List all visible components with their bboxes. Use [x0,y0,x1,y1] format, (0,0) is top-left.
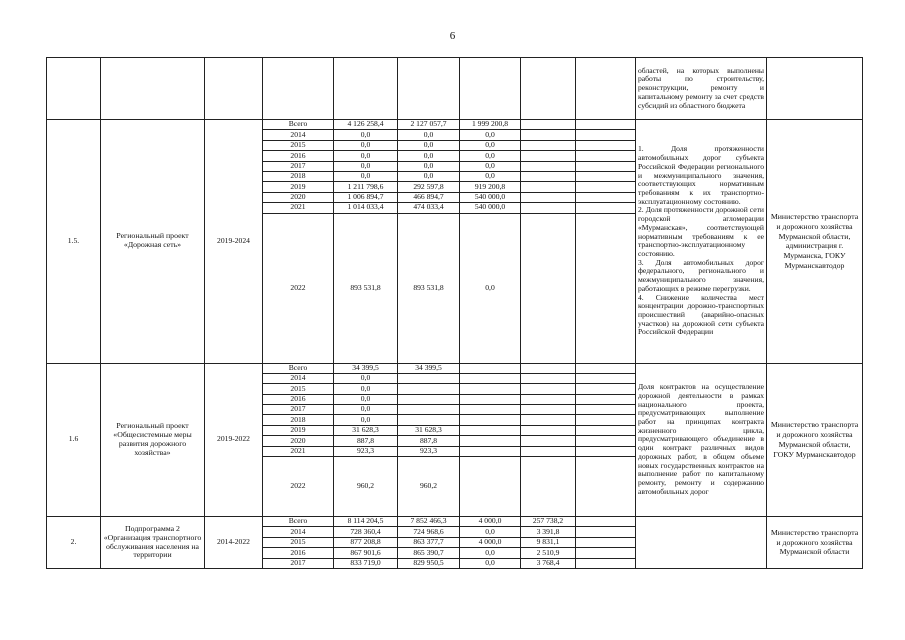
indicators-1-6: Доля контрактов на осуществление дорожной деятельности в рамках национального проекта, предусматривающих выполнение работ на принципах контракта жизненного цикла, предусматривающего объединение в один контракт различных видов дорожных работ, в общем объеме новых государственных контрактов на выполнение работ по капитальному ремонту, ремонту и содержанию автомобильных дорог [636,363,767,517]
row-number-2: 2. [47,517,101,569]
table-row: 2016 867 901,6 865 390,7 0,0 2 510,9 [47,548,863,558]
table-row: 2019 1 211 798,6 292 597,8 919 200,8 [47,182,863,192]
table-row: 2018 0,0 [47,415,863,425]
table-row: 2019 31 628,3 31 628,3 [47,425,863,435]
table-row: 2017 0,0 0,0 0,0 [47,161,863,171]
project-name-1-6: Региональный проект «Общесистемные меры развития дорожного хозяйства» [101,363,205,517]
table-row: 2017 833 719,0 829 950,5 0,0 3 768,4 [47,558,863,568]
period-1-5: 2019-2024 [205,120,263,364]
table-row: 1.5. Региональный проект «Дорожная сеть» 2019-2024 Всего 4 126 258,4 2 127 057,7 1 999 200,8 1. Доля протяженности автомобильных дорог субъекта Российской Федерации регионального и межмуниципального значения, соответствующих нормативным требованиям к их транспортно-эксплуатационному состоянию. 2. Доля протяженности дорожной сети городской агломерации «Мурманская», соответствующей нормативным требованиям к ее транспортно-эксплуатационному состоянию. 3. Доля автомобильных дорог федерального, регионального и межмуниципального значения, работающих в режиме перегрузки. 4. Снижение количества мест концентрации дорожно-транспортных происшествий (аварийно-опасных участков) на дорожной сети субъекта Российской Федерации Министерство транспорта и дорожного хозяйства Мурманской области, администрация г. Мурманска, ГОКУ Мурманскавтодор [47,120,863,130]
table-row: 2015 877 208,8 863 377,7 4 000,0 9 831,1 [47,537,863,547]
table-row: 2015 0,0 0,0 0,0 [47,140,863,150]
table-row: 2017 0,0 [47,405,863,415]
table-row: 2018 0,0 0,0 0,0 [47,171,863,181]
table-row: 2014 728 360,4 724 968,6 0,0 3 391,8 [47,527,863,537]
period-2: 2014-2022 [205,517,263,569]
table-row: 2. Подпрограмма 2 «Организация транспортного обслуживания населения на территории 2014-2022 Всего 8 114 204,5 7 852 466,3 4 000,0 257 738,2 Министерство транспорта и дорожного хозяйства Мурманской области [47,517,863,527]
row-number-1-6: 1.6 [47,363,101,517]
table-row: 2021 1 014 033,4 474 033,4 540 000,0 [47,203,863,213]
table-row: 2022 893 531,8 893 531,8 0,0 [47,213,863,363]
executor-1-5: Министерство транспорта и дорожного хозяйства Мурманской области, администрация г. Мурманска, ГОКУ Мурманскавтодор [767,120,863,364]
table-row: 2022 960,2 960,2 [47,457,863,517]
period-1-6: 2019-2022 [205,363,263,517]
table-row: 2020 1 006 894,7 466 894,7 540 000,0 [47,192,863,202]
table-row: 2014 0,0 0,0 0,0 [47,130,863,140]
executor-2: Министерство транспорта и дорожного хозяйства Мурманской области [767,517,863,569]
row-number-1-5: 1.5. [47,120,101,364]
table-row: 2016 0,0 [47,394,863,404]
table-row: 2021 923,3 923,3 [47,446,863,456]
indicator-text-continued: областей, на которых выполнены работы по строительству, реконструкции, ремонту и капитальному ремонту за счет средств субсидий из областного бюджета [636,58,767,120]
table-row: 2015 0,0 [47,384,863,394]
table-row: 2014 0,0 [47,373,863,383]
subprogram-name-2: Подпрограмма 2 «Организация транспортного обслуживания населения на территории [101,517,205,569]
continuation-row [47,58,863,120]
project-name-1-5: Региональный проект «Дорожная сеть» [101,120,205,364]
table-row: 2016 0,0 0,0 0,0 [47,151,863,161]
indicators-1-5: 1. Доля протяженности автомобильных дорог субъекта Российской Федерации регионального и межмуниципального значения, соответствующих нормативным требованиям к их транспортно-эксплуатационному состоянию. 2. Доля протяженности дорожной сети городской агломерации «Мурманская», соответствующей нормативным требованиям к ее транспортно-эксплуатационному состоянию. 3. Доля автомобильных дорог федерального, регионального и межмуниципального значения, работающих в режиме перегрузки. 4. Снижение количества мест концентрации дорожно-транспортных происшествий (аварийно-опасных участков) на дорожной сети субъекта Российской Федерации [636,120,767,364]
table-row: 2020 887,8 887,8 [47,436,863,446]
program-table [46,57,863,569]
executor-1-6: Министерство транспорта и дорожного хозяйства Мурманской области, ГОКУ Мурманскавтодор [767,363,863,517]
table-row: 1.6 Региональный проект «Общесистемные меры развития дорожного хозяйства» 2019-2022 Всего 34 399,5 34 399,5 Доля контрактов на осуществление дорожной деятельности в рамках национального проекта, предусматривающих выполнение работ на принципах контракта жизненного цикла, предусматривающего объединение в один контракт различных видов дорожных работ, в общем объеме новых государственных контрактов на выполнение работ по капитальному ремонту, ремонту и содержанию автомобильных дорог Министерство транспорта и дорожного хозяйства Мурманской области, ГОКУ Мурманскавтодор [47,363,863,373]
page-number: 6 [449,30,456,42]
